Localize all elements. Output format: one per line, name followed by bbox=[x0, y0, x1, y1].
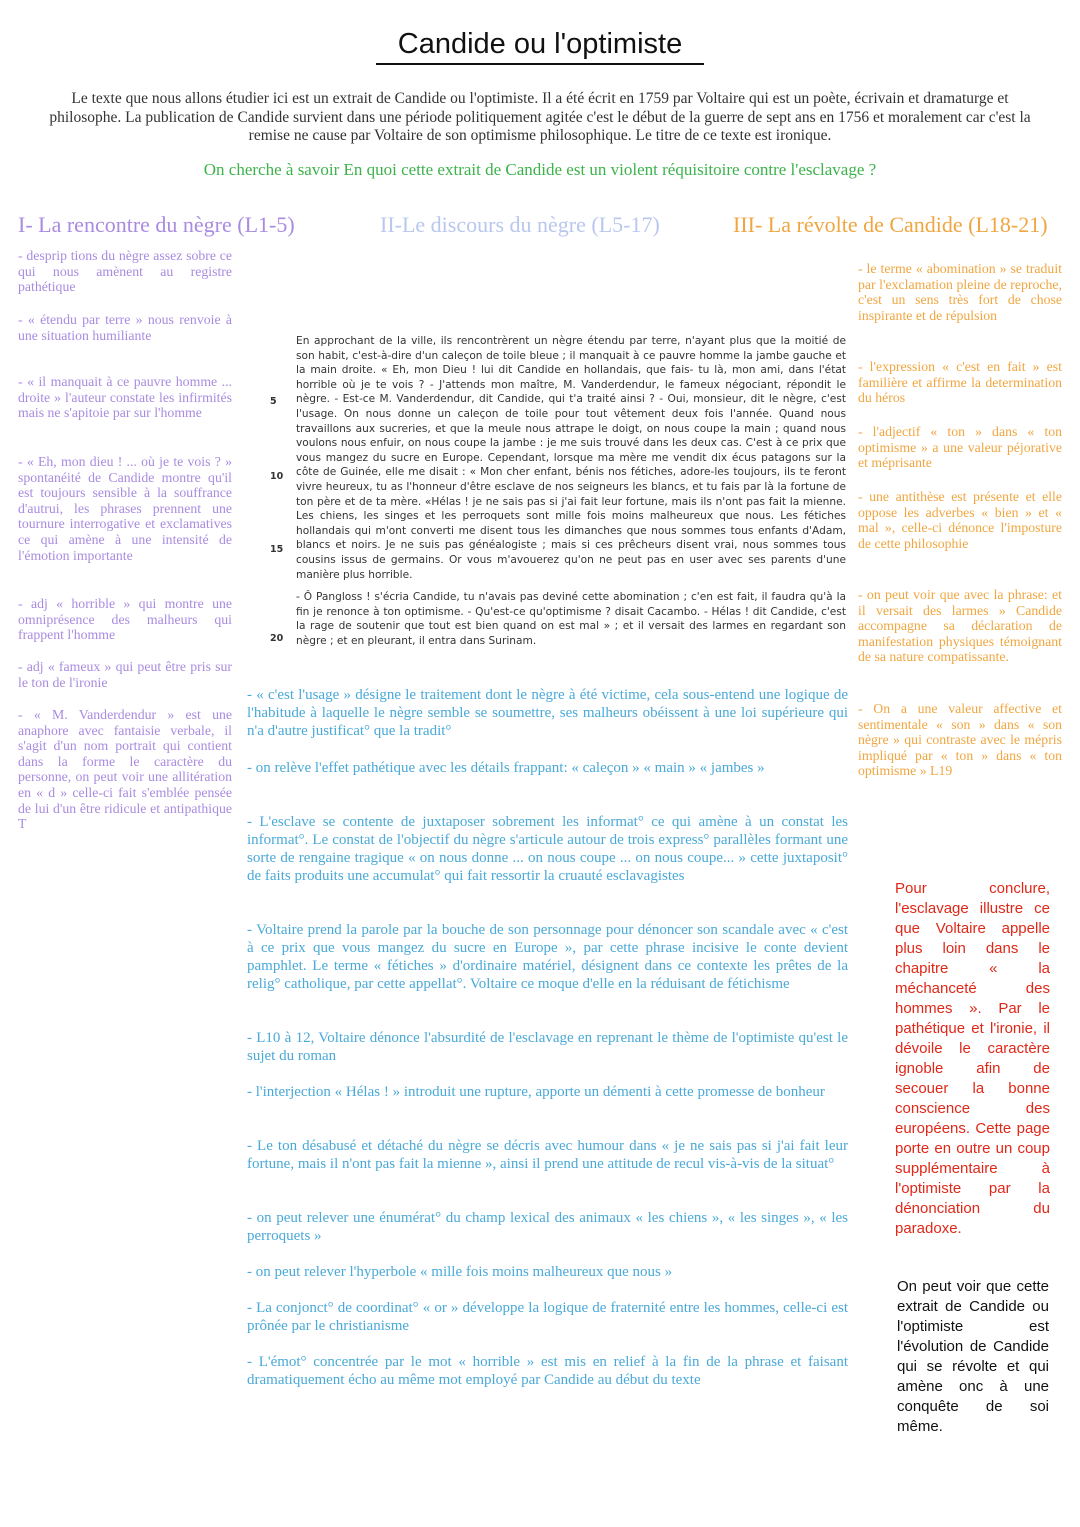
line-number-10: 10 bbox=[270, 471, 284, 482]
line-number-5: 5 bbox=[270, 396, 277, 407]
left-note-6: - adj « fameux » qui peut être pris sur le ton de l'ironie bbox=[18, 659, 232, 690]
right-note-2: - l'expression « c'est en fait » est familière et affirme la determination du héros bbox=[858, 359, 1062, 406]
candide-excerpt bbox=[296, 334, 846, 656]
middle-note-1: - « c'est l'usage » désigne le traitement dont le nègre à été victime, cela sous-entend une logique de l'habitude à laquelle le nègre semble se soumettre, ses malheurs obéissent à une loi supérieure qui n'a d'autre justificat° que la tradit° bbox=[247, 687, 848, 739]
middle-note-9: - on peut relever l'hyperbole « mille fois moins malheureux que nous » bbox=[247, 1264, 673, 1280]
excerpt-paragraph-1: En approchant de la ville, ils rencontrèrent un nègre étendu par terre, n'ayant plus que la moitié de son habit, c'est-à-dire d'un caleçon de toile bleue ; il manquait à ce pauvre homme la jambe gauche et la main droite. « Eh, mon Dieu ! lui dit Candide en hollandais, que fais- tu là, mon ami, dans l'état horrible où je te vois ? - J'attends mon maître, M. Vanderdendur, le fameux négociant, répondit le nègre. - Est-ce M. Vanderdendur, dit Candide, qui t'a traité ainsi ? - Oui, monsieur, dit le nègre, c'est l'usage. On nous donne un caleçon de toile pour tout vêtement deux fois l'année. Quand nous travaillons aux sucreries, et que la meule nous attrape le doigt, on nous coupe la main ; quand nous voulons nous enfuir, on nous coupe la jambe : je me suis trouvé dans les deux cas. C'est à ce prix que vous mangez du sucre en Europe. Cependant, lorsque ma mère me vendit dix écus patagons sur la côte de Guinée, elle me disait : « Mon cher enfant, bénis nos fétiches, adore-les toujours, ils te feront vivre heureux, tu as l'honneur d'être esclave de nos seigneurs les blancs, et tu fais par là la fortune de ton père et de ta mère. «Hélas ! je ne sais pas si j'ai fait leur fortune, mais ils n'ont pas fait la mienne. Les chiens, les singes et les perroquets sont mille fois moins malheureux que nous. Les fétiches hollandais qui m'ont converti me disent tous les dimanches que nous sommes tous enfants d'Adam, blancs et noirs. Je ne suis pas généalogiste ; mais si ces prêcheurs disent vrai, nous sommes tous cousins issus de germains. Or vous m'avouerez qu'on ne peut pas en user avec ses parents d'une manière plus horrible. bbox=[296, 335, 846, 581]
conclusion-part-1: Pour conclure, l'esclavage illustre ce que Voltaire appelle plus loin dans le chapitre « la méchanceté des hommes ». Par le pathétique et l'ironie, il dévoile le caractère ignoble afin de secouer la bonne conscience des européens. Cette page porte en outre un coup supplémentaire à l'optimiste par la dénonciation du paradoxe. bbox=[895, 880, 1050, 1237]
left-note-4: - « Eh, mon dieu ! ... où je te vois ? » spontanéité de Candide montre qu'il est toujours sensible à la souffrance d'autrui, les phrases prennent une tournure interrogative et exclamatives ce qui amène à une intensité de l'émotion importante bbox=[18, 454, 232, 563]
heading-part-1: I- La rencontre du nègre (L1-5) bbox=[18, 212, 295, 237]
middle-note-6: - l'interjection « Hélas ! » introduit une rupture, apporte un démenti à cette promesse de bonheur bbox=[247, 1084, 825, 1100]
middle-note-3: - L'esclave se contente de juxtaposer sobrement les informat° ce qui amène à un constat les informat°. Le constat de l'objectif du nègre s'articule autour de trois express° parallèles formant une sorte de rengaine tragique « on nous donne ... on nous coupe ... on nous coupe... » cette juxtaposit° de faits produits une accumulat° qui fait ressortir la cruauté esclavagistes bbox=[247, 814, 848, 884]
right-note-5: - on peut voir que avec la phrase: et il versait des larmes » Candide accompagne sa déclaration de manifestation physiques témoignant de sa nature compatissante. bbox=[858, 587, 1062, 665]
introduction-paragraph: Le texte que nous allons étudier ici est un extrait de Candide ou l'optimiste. Il a été écrit en 1759 par Voltaire qui est un poète, écrivain et dramaturge et philosophe. La publication de Candide survient dans une période politiquement agitée c'est le début de la guerre de sept ans en 1756 et moralement car c'est la remise ne cause par Voltaire de son optimisme philosophique. Le titre de ce texte est ironique. bbox=[49, 90, 1031, 144]
middle-note-7: - Le ton désabusé et détaché du nègre se décris avec humour dans « je ne sais pas si j'ai fait leur fortune, mais il n'ont pas fait la mienne », ainsi il prend une attitude de recul vis-à-vis de la situat° bbox=[247, 1138, 848, 1172]
left-note-5: - adj « horrible » qui montre une omniprésence des malheurs qui frappent l'homme bbox=[18, 596, 232, 643]
left-note-7: - « M. Vanderdendur » est une anaphore avec fantaisie verbale, il s'agit d'un nom portrait qui contient dans la forme le caractère du personne, on peut voir une allitération en « d » celle-ci fait s'emblée pensée de lui d'un être ridicule et antipathique T bbox=[18, 707, 232, 832]
middle-note-10: - La conjonct° de coordinat° « or » développe la logique de fraternité entre les hommes, celle-ci est prônée par le christianisme bbox=[247, 1300, 848, 1334]
line-number-15: 15 bbox=[270, 544, 284, 555]
heading-part-3: III- La révolte de Candide (L18-21) bbox=[733, 212, 1048, 237]
left-note-2: - « étendu par terre » nous renvoie à une situation humiliante bbox=[18, 312, 232, 343]
line-number-20: 20 bbox=[270, 633, 284, 644]
middle-note-11: - L'émot° concentrée par le mot « horrible » est mis en relief à la fin de la phrase et faisant dramatiquement écho au même mot employé par Candide au début du texte bbox=[247, 1354, 848, 1388]
right-note-3: - l'adjectif « ton » dans « ton optimisme » a une valeur péjorative et méprisante bbox=[858, 424, 1062, 471]
excerpt-paragraph-2: - Ô Pangloss ! s'écria Candide, tu n'avais pas deviné cette abomination ; c'en est fait, il faudra qu'à la fin je renonce à ton optimisme. - Qu'est-ce qu'optimisme ? disait Cacambo. - Hélas ! dit Candide, c'est la rage de soutenir que tout est bien quand on est mal » ; et il versait des larmes en regardant son nègre ; et en pleurant, il entra dans Surinam. bbox=[296, 591, 846, 647]
conclusion-part-2: On peut voir que cette extrait de Candide ou l'optimiste est l'évolution de Candide qui se révolte et qui amène onc à une conquête de soi même. bbox=[897, 1278, 1049, 1435]
left-note-3: - « il manquait à ce pauvre homme ... droite » l'auteur constate les infirmités mais ne s'apitoie par sur l'homme bbox=[18, 374, 232, 421]
problem-question: On cherche à savoir En quoi cette extrait de Candide est un violent réquisitoire contre l'esclavage ? bbox=[203, 160, 877, 179]
right-note-1: - le terme « abomination » se traduit par l'exclamation pleine de reproche, c'est un sens très fort de chose inspirante et de répulsion bbox=[858, 261, 1062, 323]
heading-part-2: II-Le discours du nègre (L5-17) bbox=[380, 212, 660, 237]
page-title: Candide ou l'optimiste bbox=[0, 28, 1080, 65]
left-note-1: - desprip tions du nègre assez sobre ce qui nous amènent au registre pathétique bbox=[18, 248, 232, 295]
middle-note-2: - on relève l'effet pathétique avec les détails frappant: « caleçon » « main » « jambes » bbox=[247, 760, 765, 776]
middle-note-8: - on peut relever une énumérat° du champ lexical des animaux « les chiens », « les singes », « les perroquets » bbox=[247, 1210, 848, 1244]
middle-note-5: - L10 à 12, Voltaire dénonce l'absurdité de l'esclavage en reprenant le thème de l'optimiste qu'est le sujet du roman bbox=[247, 1030, 848, 1064]
right-note-4: - une antithèse est présente et elle oppose les adverbes « bien » et « mal », celle-ci dénonce l'imposture de cette philosophie bbox=[858, 489, 1062, 551]
right-note-6: - On a une valeur affective et sentimentale « son » dans « son nègre » qui contraste avec le mépris impliqué par « ton » dans « ton optimisme » L19 bbox=[858, 701, 1062, 779]
middle-note-4: - Voltaire prend la parole par la bouche de son personnage pour dénoncer son scandale avec « c'est à ce prix que vous mangez du sucre en Europe », par cette phrase incisive le conte devient pamphlet. Le terme « fétiches » d'ordinaire matériel, désignent dans ce contexte les prêtes de la relig° catholique, par cette appellat°. Voltaire ce moque d'elle en la réduisant de fétichisme bbox=[247, 922, 848, 992]
